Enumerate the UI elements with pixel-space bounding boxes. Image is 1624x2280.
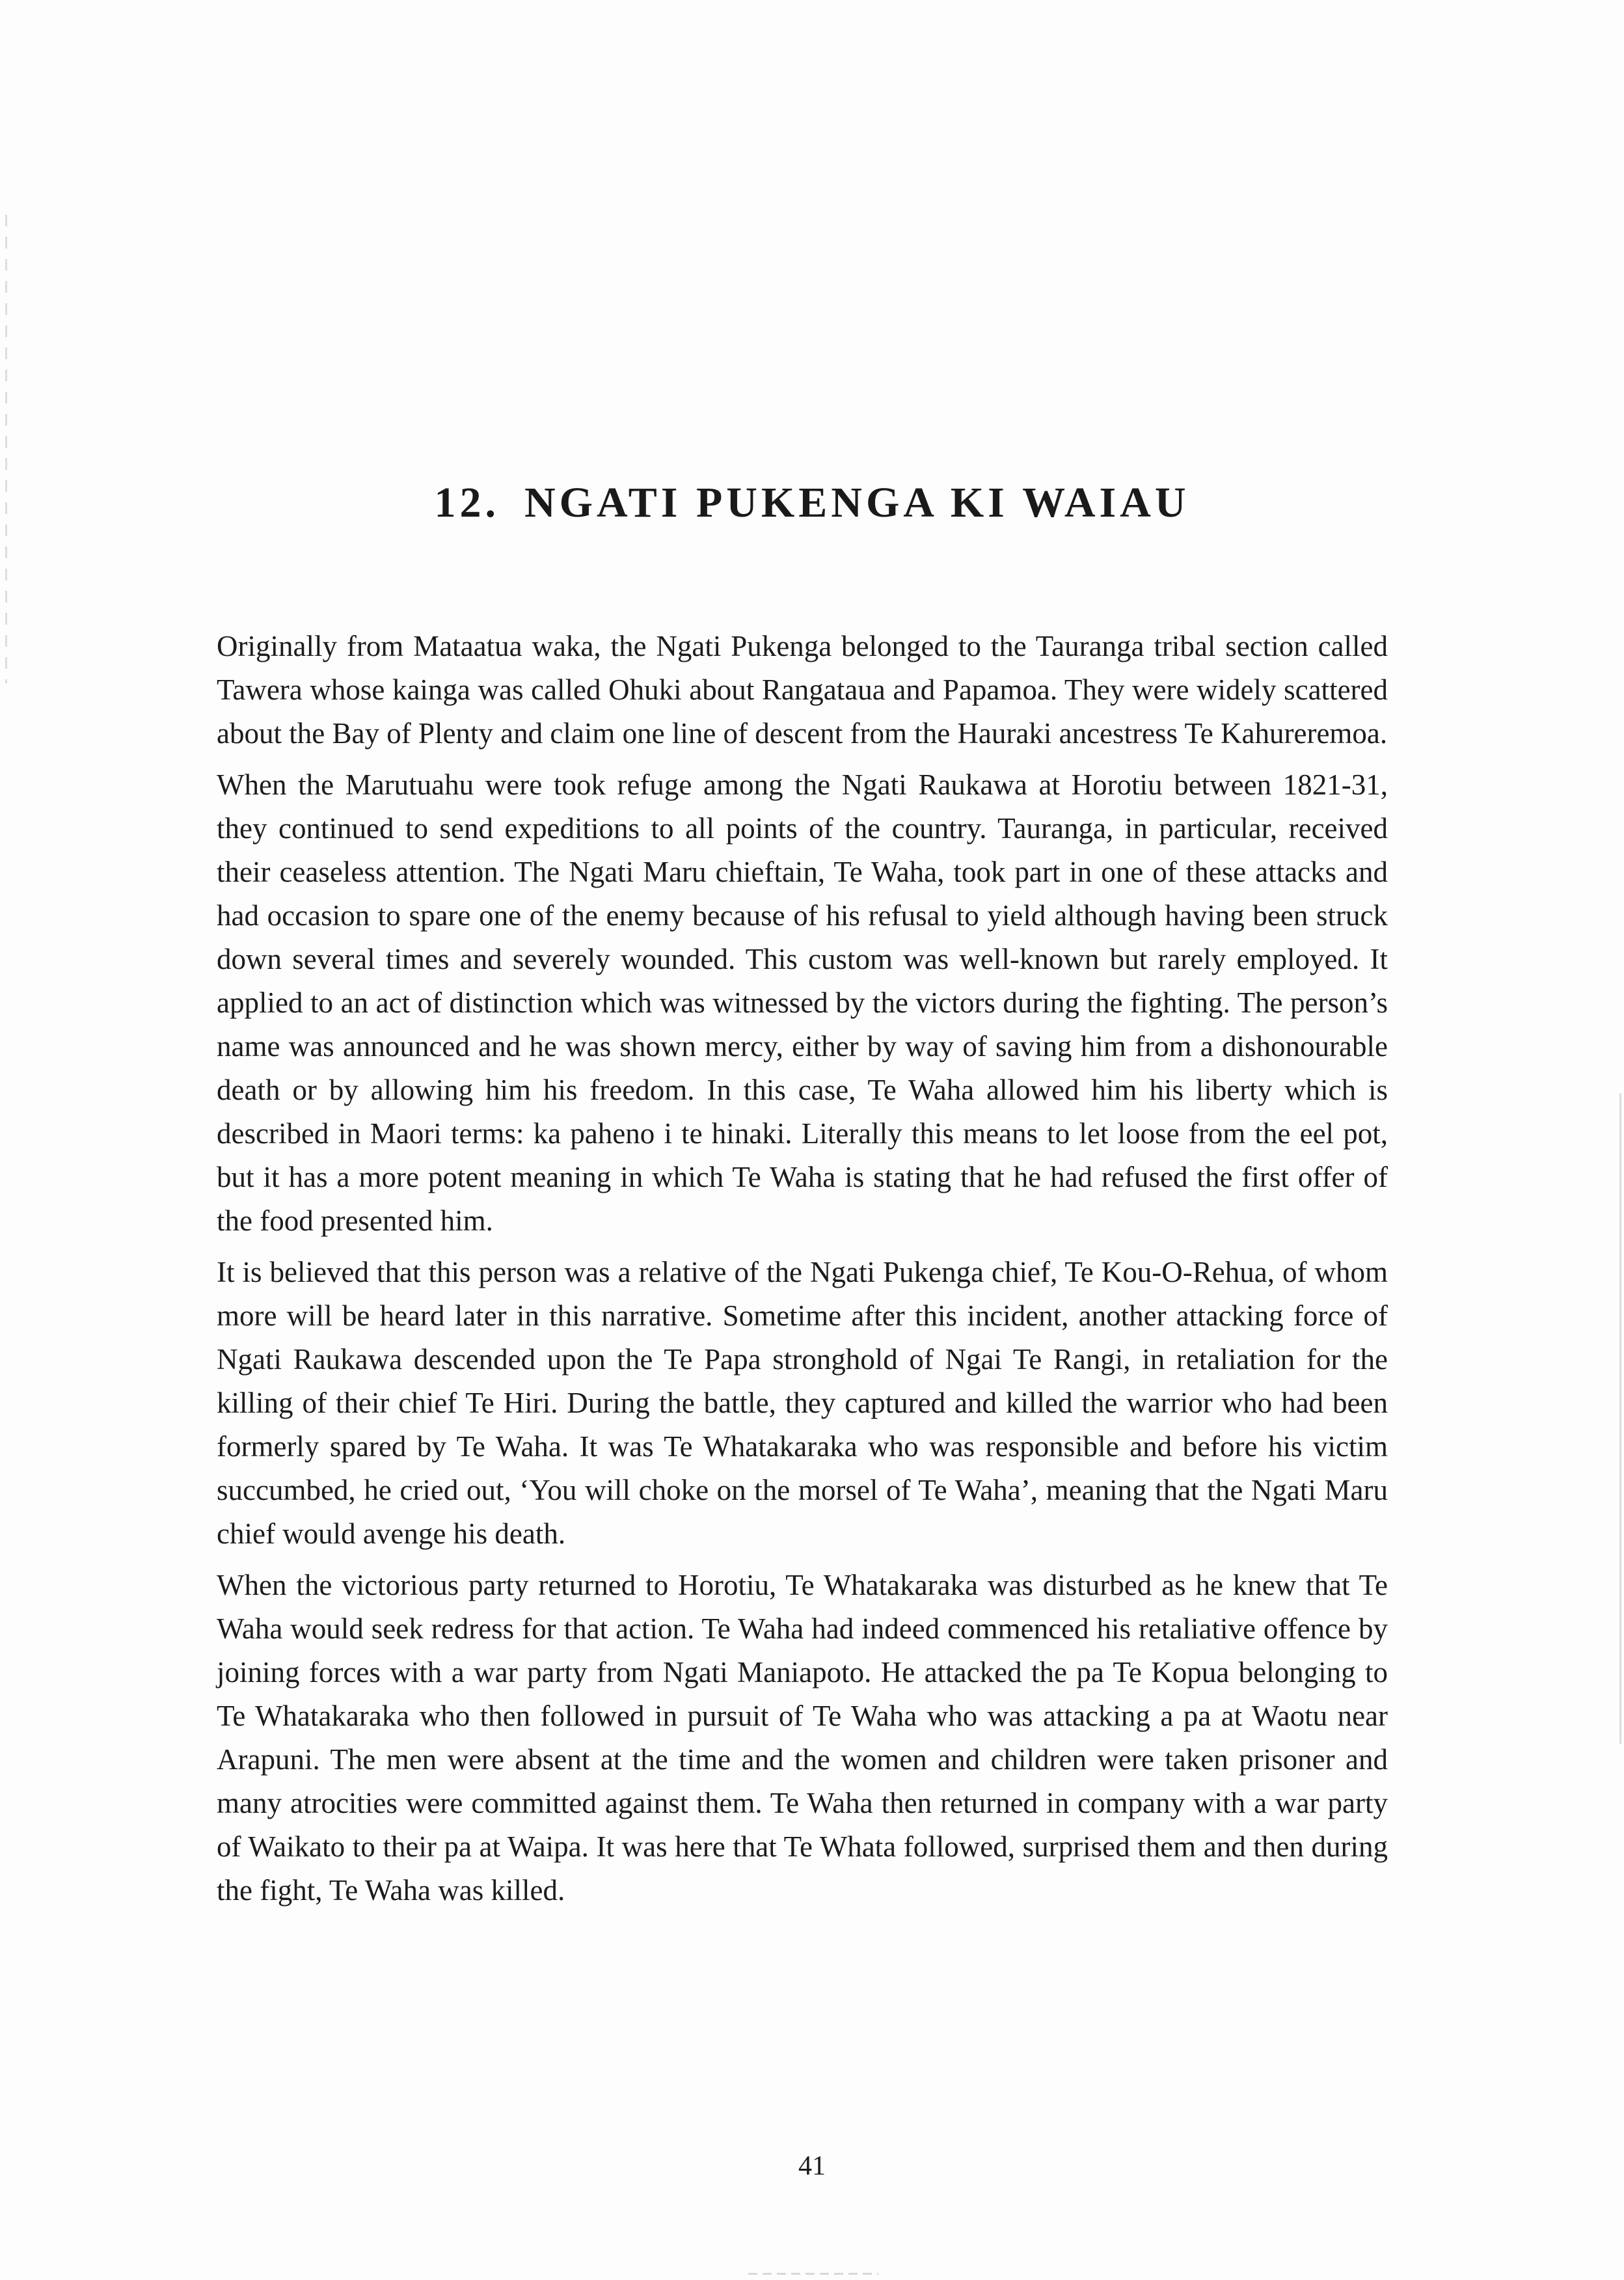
chapter-heading [215, 478, 1409, 528]
scan-artifact-bottom [748, 2273, 878, 2275]
paragraph: When the victorious party returned to Horotiu, Te Whatakaraka was disturbed as he knew that Te Waha would seek redress for that action. Te Waha had indeed commenced his retaliative offence by joining forces with a war party from Ngati Maniapoto. He attacked the pa Te Kopua belonging to Te Whatakaraka who then followed in pursuit of Te Waha who was attacking a pa at Waotu near Arapuni. The men were absent at the time and the women and children were taken prisoner and many atrocities were committed against them. Te Waha then returned in company with a war party of Waikato to their pa at Waipa. It was here that Te Whata followed, surprised them and then during the fight, Te Waha was killed. [217, 1569, 1388, 1907]
page-number: 41 [798, 2151, 826, 2181]
paragraph: When the Marutuahu were took refuge among the Ngati Raukawa at Horotiu between 1821-31, they continued to send expeditions to all points of the country. Tauranga, in particular, received their ceaseless attention. The Ngati Maru chieftain, Te Waha, took part in one of these attacks and had occasion to spare one of the enemy because of his refusal to yield although having been struck down several times and severely wounded. This custom was well-known but rarely employed. It applied to an act of distinction which was witnessed by the victors during the fighting. The person’s name was announced and he was shown mercy, either by way of saving him from a dishonourable death or by allowing him his freedom. In this case, Te Waha allowed him his liberty which is described in Maori terms: ka paheno i te hinaki. Literally this means to let loose from the eel pot, but it has a more potent meaning in which Te Waha is stating that he had refused the first offer of the food presented him. [217, 768, 1388, 1237]
body-text [217, 625, 1388, 1920]
scan-artifact-left [5, 215, 7, 683]
paragraph: Originally from Mataatua waka, the Ngati Pukenga belonged to the Tauranga tribal section called Tawera whose kainga was called Ohuki about Rangataua and Papamoa. They were widely scattered about the Bay of Plenty and claim one line of descent from the Hauraki ancestress Te Kahureremoa. [217, 630, 1388, 750]
paragraph: It is believed that this person was a relative of the Ngati Pukenga chief, Te Kou-O-Rehua, of whom more will be heard later in this narrative. Sometime after this incident, another attacking force of Ngati Raukawa descended upon the Te Papa stronghold of Ngai Te Rangi, in retaliation for the killing of their chief Te Hiri. During the battle, they captured and killed the warrior who had been formerly spared by Te Waha. It was Te Whatakaraka who was responsible and before his victim succumbed, he cried out, ‘You will choke on the morsel of Te Waha’, meaning that the Ngati Maru chief would avenge his death. [217, 1256, 1388, 1550]
chapter-number: 12. [434, 479, 500, 526]
chapter-title: NGATI PUKENGA KI WAIAU [524, 479, 1190, 526]
scan-artifact-right [1619, 1093, 1621, 1744]
